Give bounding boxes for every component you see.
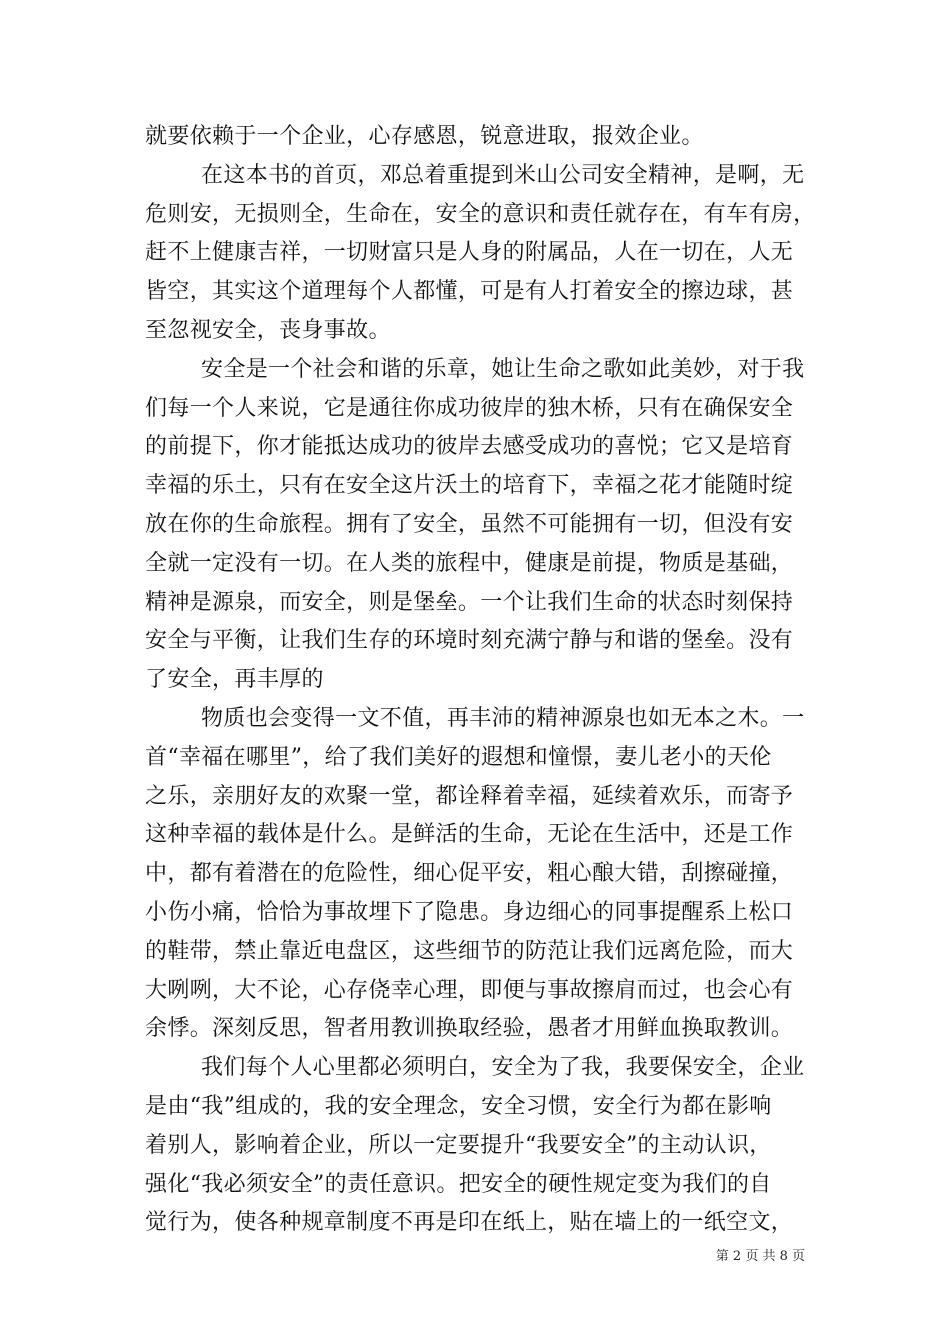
text-line: 赶不上健康吉祥，一切财富只是人身的附属品，人在一切在，人无: [145, 240, 794, 266]
text-line: 首“幸福在哪里”，给了我们美好的遐想和憧憬，妻儿老小的天伦: [145, 744, 772, 770]
text-line: 了安全，再丰厚的: [145, 667, 324, 693]
paragraph-first-line: 物质也会变得一文不值，再丰沛的精神源泉也如无本之木。一: [201, 705, 805, 731]
text-line: 是由“我”组成的，我的安全理念，安全习惯，安全行为都在影响: [145, 1093, 772, 1119]
text-line: 幸福的乐土，只有在安全这片沃土的培育下，幸福之花才能随时绽: [145, 473, 794, 499]
page-number-footer: 第 2 页 共 8 页: [715, 1249, 805, 1264]
text-line: 强化“我必须安全”的责任意识。把安全的硬性规定变为我们的自: [145, 1171, 772, 1197]
text-line: 全就一定没有一切。在人类的旅程中，健康是前提，物质是基础，: [145, 550, 794, 576]
text-line: 就要依赖于一个企业，心存感恩，锐意进取，报效企业。: [145, 124, 704, 149]
text-line: 余悸。深刻反思，智者用教训换取经验，愚者才用鲜血换取教训。: [145, 1016, 794, 1042]
text-line: 皆空，其实这个道理每个人都懂，可是有人打着安全的擦边球，甚: [145, 279, 794, 305]
text-line: 着别人，影响着企业，所以一定要提升“我要安全”的主动认识，: [145, 1132, 772, 1158]
text-line: 的鞋带，禁止靠近电盘区，这些细节的防范让我们远离危险，而大: [145, 938, 794, 964]
document-body: [145, 118, 816, 1243]
text-line: 安全与平衡，让我们生存的环境时刻充满宁静与和谐的堡垒。没有: [145, 628, 794, 654]
text-line: 小伤小痛，恰恰为事故埋下了隐患。身边细心的同事提醒系上松口: [145, 899, 794, 925]
text-line: 的前提下，你才能抵达成功的彼岸去感受成功的喜悦；它又是培育: [145, 434, 794, 460]
text-line: 至忽视安全，丧身事故。: [145, 317, 391, 343]
paragraph-first-line: 我们每个人心里都必须明白，安全为了我，我要保安全，企业: [201, 1055, 805, 1081]
text-line: 觉行为，使各种规章制度不再是印在纸上，贴在墙上的一纸空文，: [145, 1210, 794, 1236]
text-line: 大咧咧，大不论，心存侥幸心理，即便与事故擦肩而过，也会心有: [145, 977, 794, 1003]
text-line: 精神是源泉，而安全，则是堡垒。一个让我们生命的状态时刻保持: [145, 589, 794, 615]
text-line: 之乐，亲朋好友的欢聚一堂，都诠释着幸福，延续着欢乐，而寄予: [145, 783, 794, 809]
text-line: 这种幸福的载体是什么。是鲜活的生命，无论在生活中，还是工作: [145, 822, 794, 848]
text-line: 们每一个人来说，它是通往你成功彼岸的独木桥，只有在确保安全: [145, 395, 794, 421]
text-line: 中，都有着潜在的危险性，细心促平安，粗心酿大错，刮擦碰撞，: [145, 861, 794, 887]
text-line: 危则安，无损则全，生命在，安全的意识和责任就存在，有车有房，: [145, 201, 816, 227]
text-line: 放在你的生命旅程。拥有了安全，虽然不可能拥有一切，但没有安: [145, 511, 794, 537]
paragraph-first-line: 安全是一个社会和谐的乐章，她让生命之歌如此美妙，对于我: [201, 356, 805, 382]
paragraph-first-line: 在这本书的首页，邓总着重提到米山公司安全精神，是啊，无: [201, 162, 805, 188]
